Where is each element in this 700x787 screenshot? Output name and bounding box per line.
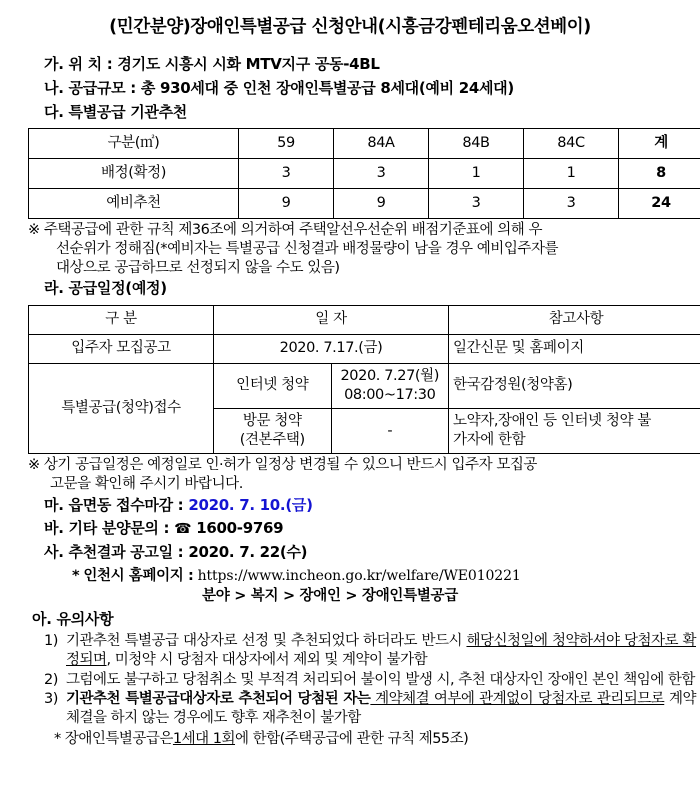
item-result-announcement-value: 2020. 7. 22(수) <box>188 543 308 562</box>
table-row <box>29 159 700 189</box>
item-result-announcement-label: 사. 추천결과 공고일 : <box>44 543 184 562</box>
cell-reserve-84a: 9 <box>334 189 429 219</box>
cell-announcement-remark: 일간신문 및 홈페이지 <box>449 334 700 363</box>
cell-reserve-84b: 3 <box>429 189 524 219</box>
allocation-note <box>28 221 693 277</box>
schedule-table <box>28 305 700 455</box>
cell-visit-remark-line2: 가자에 한함 <box>453 432 526 449</box>
list-item <box>44 671 696 690</box>
schedule-note-line-2: 고문을 확인해 주시기 바랍니다. <box>50 475 243 492</box>
item-deadline-value: 2020. 7. 10.(금) <box>188 495 313 514</box>
cell-reserve-59: 9 <box>239 189 334 219</box>
item-cautions-heading: 아. 유의사항 <box>32 610 114 629</box>
homepage-star: * <box>72 567 80 584</box>
item-supply-scale-value: 총 930세대 중 인천 장애인특별공급 8세대(예비 24세대) <box>140 78 514 97</box>
item-inquiry-value: 1600-9769 <box>196 519 284 538</box>
caution-marker-3: 3) <box>44 691 58 708</box>
table-header-row <box>29 129 700 159</box>
cell-allocated-total: 8 <box>619 159 700 189</box>
row-label-reserve: 예비추천 <box>29 189 239 219</box>
header-cell-total: 계 <box>619 129 700 159</box>
item-location <box>14 55 686 75</box>
page-title: (민간분양)장애인특별공급 신청안내(시흥금강펜테리움오션베이) <box>109 17 591 37</box>
final-note-underline: 1세대 1회 <box>172 731 236 748</box>
caution-3-underline: 계약체결 여부에 관계없이 당첨자로 관리되므로 <box>370 691 665 708</box>
cell-allocated-84b: 1 <box>429 159 524 189</box>
item-deadline-label: 마. 읍면동 접수마감 : <box>44 495 184 514</box>
allocation-table <box>28 128 700 219</box>
cautions-list <box>14 632 696 728</box>
list-item <box>44 690 696 728</box>
cell-internet-date-line2: 08:00~17:30 <box>344 387 436 404</box>
caution-1-part2: , 미청약 시 당첨자 대상자에서 제외 및 계약이 불가함 <box>106 651 428 668</box>
cell-visit-date: - <box>331 409 449 454</box>
caution-3-bold: 기관추천 특별공급대상자로 추천되어 당첨된 자는 <box>66 691 371 708</box>
item-special-supply-recommendation: 다. 특별공급 기관추천 <box>44 102 187 121</box>
homepage-label: 인천시 홈페이지 : <box>83 567 194 584</box>
header-cell-59: 59 <box>239 129 334 159</box>
header-cell-remark: 참고사항 <box>449 305 700 334</box>
cell-allocated-84c: 1 <box>524 159 619 189</box>
cell-visit-application-line1: 방문 청약 <box>242 413 302 430</box>
table-row <box>29 189 700 219</box>
cell-special-supply-label: 특별공급(청약)접수 <box>29 363 214 454</box>
row-label-allocated: 배정(확정) <box>29 159 239 189</box>
cell-internet-remark: 한국감정원(청약홈) <box>449 363 700 408</box>
caution-marker-2: 2) <box>44 671 58 688</box>
homepage-url[interactable]: https://www.incheon.go.kr/welfare/WE010221 <box>197 567 521 584</box>
cell-visit-remark-line1: 노약자,장애인 등 인터넷 청약 불 <box>453 413 651 430</box>
item-location-label: 가. 위 치 : <box>44 55 113 74</box>
cell-internet-date-line1: 2020. 7.27(월) <box>340 367 440 384</box>
header-cell-84a: 84A <box>334 129 429 159</box>
allocation-note-line-2: 선순위가 정해짐(*예비자는 특별공급 신청결과 배정물량이 남을 경우 예비입주자를 <box>56 241 559 258</box>
caution-2-part1: 그럼에도 불구하고 당첨취소 및 부적격 처리되어 불이익 발생 시, 추천 대상자인 장애인 본인 책임에 한함 <box>66 671 695 688</box>
caution-1-part1: 기관추천 특별공급 대상자로 선정 및 추천되었다 하더라도 반드시 <box>66 632 467 649</box>
item-inquiry <box>14 519 686 539</box>
final-note-star: * <box>54 731 61 748</box>
table-row <box>29 334 700 363</box>
final-note-part2: 에 한함(주택공급에 관한 규칙 제55조) <box>235 731 469 748</box>
header-cell-date: 일 자 <box>214 305 449 334</box>
cell-reserve-84c: 3 <box>524 189 619 219</box>
item-location-value: 경기도 시흥시 시화 MTV지구 공동-4BL <box>117 55 380 74</box>
list-item <box>44 632 696 670</box>
cell-allocated-59: 3 <box>239 159 334 189</box>
item-supply-schedule: 라. 공급일정(예정) <box>44 279 167 298</box>
item-deadline <box>14 496 686 516</box>
homepage-line <box>72 567 686 586</box>
cell-internet-application-label: 인터넷 청약 <box>214 363 332 408</box>
final-note <box>54 730 686 749</box>
cell-reserve-total: 24 <box>619 189 700 219</box>
table-row <box>29 363 700 408</box>
schedule-note <box>28 456 693 493</box>
item-result-announcement <box>14 543 686 563</box>
header-cell-84c: 84C <box>524 129 619 159</box>
final-note-part1: 장애인특별공급은 <box>64 731 173 748</box>
cell-visit-application-line2: (견본주택) <box>239 432 305 449</box>
item-inquiry-label: 바. 기타 분양문의 : <box>44 519 170 538</box>
caution-3-part2: 계약체결을 하지 않는 경우에도 향후 재추천이 불가함 <box>66 691 696 727</box>
telephone-icon: ☎ <box>174 521 192 538</box>
cell-allocated-84a: 3 <box>334 159 429 189</box>
header-cell-84b: 84B <box>429 129 524 159</box>
allocation-note-line-3: 대상으로 공급하므로 선정되지 않을 수도 있음) <box>56 259 340 276</box>
cell-announcement-label: 입주자 모집공고 <box>29 334 214 363</box>
item-supply-scale-label: 나. 공급규모 : <box>44 78 136 97</box>
caution-1-underline: 해당신청일에 청약하셔야 당첨자로 확정되며 <box>66 632 696 668</box>
caution-marker-1: 1) <box>44 632 58 649</box>
header-cell-category: 구분(㎡) <box>29 129 239 159</box>
schedule-note-line-1: ※ 상기 공급일정은 예정일로 인·허가 일정상 변경될 수 있으니 반드시 입주자 모집공 <box>28 457 537 474</box>
item-supply-scale <box>14 79 686 99</box>
cell-announcement-date: 2020. 7.17.(금) <box>214 334 449 363</box>
cell-visit-remark <box>449 409 700 454</box>
header-cell-division: 구 분 <box>29 305 214 334</box>
breadcrumb: 분야 > 복지 > 장애인 > 장애인특별공급 <box>202 588 458 605</box>
table-header-row <box>29 305 700 334</box>
allocation-note-line-1: ※ 주택공급에 관한 규칙 제36조에 의거하여 주택알선우선순위 배점기준표에 의해 우 <box>28 222 543 239</box>
